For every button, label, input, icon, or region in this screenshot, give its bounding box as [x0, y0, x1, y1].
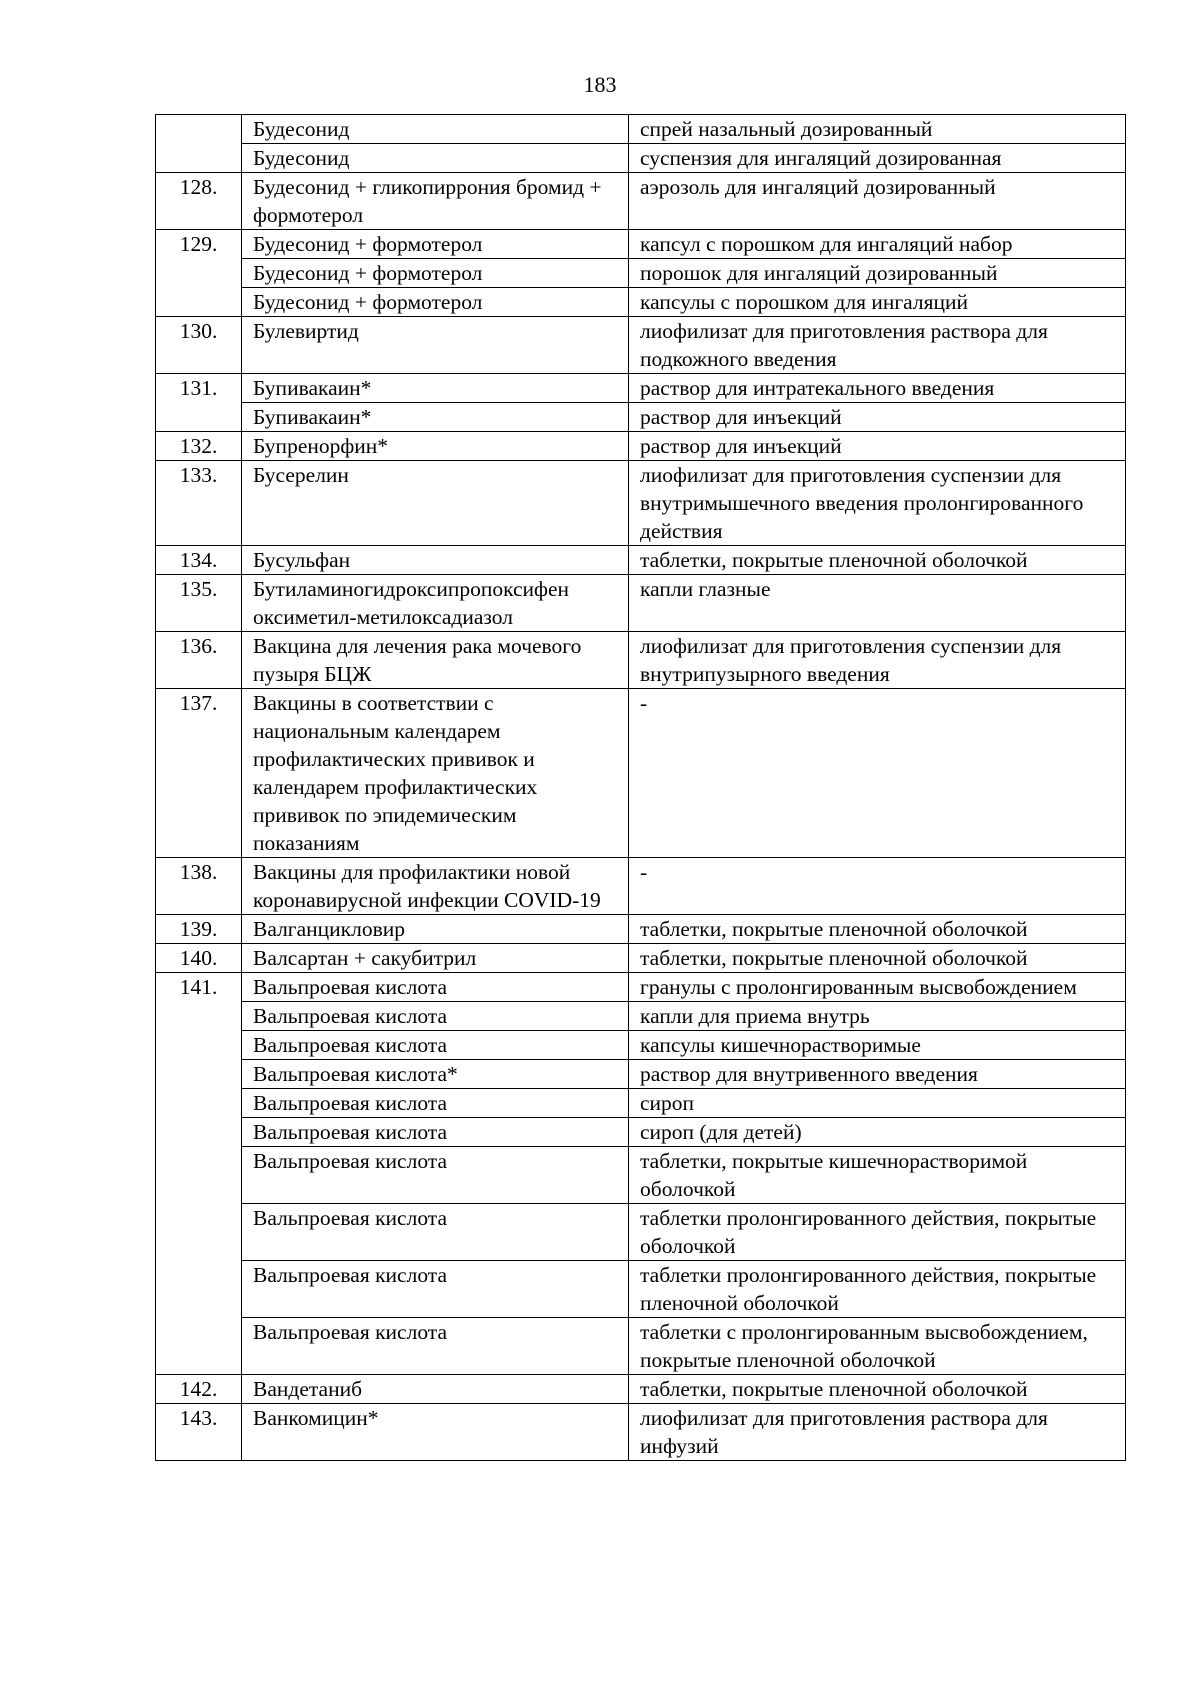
drug-name: Будесонид + гликопиррония бромид + формотерол [242, 173, 629, 230]
table-row [156, 144, 1126, 173]
dosage-form: лиофилизат для приготовления суспензии для внутримышечного введения пролонгированного действия [629, 461, 1126, 546]
drug-name: Вальпроевая кислота [242, 1204, 629, 1261]
dosage-form: таблетки пролонгированного действия, покрытые оболочкой [629, 1204, 1126, 1261]
dosage-form: спрей назальный дозированный [629, 115, 1126, 144]
drug-name: Бупивакаин* [242, 403, 629, 432]
row-number: 140. [156, 944, 242, 973]
dosage-form: раствор для внутривенного введения [629, 1060, 1126, 1089]
table-row [156, 374, 1126, 403]
table-row [156, 432, 1126, 461]
dosage-form: таблетки, покрытые пленочной оболочкой [629, 944, 1126, 973]
table-row [156, 944, 1126, 973]
table-row [156, 575, 1126, 632]
dosage-form: лиофилизат для приготовления раствора для подкожного введения [629, 317, 1126, 374]
row-number: 132. [156, 432, 242, 461]
table-row [156, 1060, 1126, 1089]
row-number: 135. [156, 575, 242, 632]
drug-name: Вакцина для лечения рака мочевого пузыря БЦЖ [242, 632, 629, 689]
table-row [156, 1118, 1126, 1147]
dosage-form: таблетки пролонгированного действия, покрытые пленочной оболочкой [629, 1261, 1126, 1318]
table-row [156, 403, 1126, 432]
drug-name: Вандетаниб [242, 1375, 629, 1404]
drug-name: Вальпроевая кислота* [242, 1060, 629, 1089]
table-row [156, 632, 1126, 689]
drug-name: Будесонид [242, 115, 629, 144]
dosage-form: капсулы кишечнорастворимые [629, 1031, 1126, 1060]
row-number: 136. [156, 632, 242, 689]
dosage-form: таблетки, покрытые кишечнорастворимой оболочкой [629, 1147, 1126, 1204]
drug-name: Вакцины в соответствии с национальным календарем профилактических прививок и календарем профилактических прививок по эпидемическим показаниям [242, 689, 629, 858]
drug-name: Валганцикловир [242, 915, 629, 944]
drug-name: Вальпроевая кислота [242, 1261, 629, 1318]
drug-name: Будесонид + формотерол [242, 259, 629, 288]
dosage-form: таблетки, покрытые пленочной оболочкой [629, 546, 1126, 575]
dosage-form: таблетки с пролонгированным высвобождением, покрытые пленочной оболочкой [629, 1318, 1126, 1375]
table-row [156, 1404, 1126, 1461]
table-row [156, 1261, 1126, 1318]
dosage-form: - [629, 689, 1126, 858]
drug-name: Вальпроевая кислота [242, 973, 629, 1002]
table-row [156, 1089, 1126, 1118]
dosage-form: порошок для ингаляций дозированный [629, 259, 1126, 288]
row-number: 130. [156, 317, 242, 374]
drug-name: Бупивакаин* [242, 374, 629, 403]
drug-name: Вальпроевая кислота [242, 1031, 629, 1060]
drug-name: Вальпроевая кислота [242, 1147, 629, 1204]
row-number: 141. [156, 973, 242, 1375]
drug-name: Вальпроевая кислота [242, 1318, 629, 1375]
row-number [156, 115, 242, 173]
row-number: 134. [156, 546, 242, 575]
page-number: 183 [583, 72, 617, 97]
drug-name: Вальпроевая кислота [242, 1002, 629, 1031]
dosage-form: капсулы с порошком для ингаляций [629, 288, 1126, 317]
drug-name: Будесонид + формотерол [242, 230, 629, 259]
dosage-form: раствор для интратекального введения [629, 374, 1126, 403]
drug-name: Бутиламиногидроксипропоксифен оксиметил-метилоксадиазол [242, 575, 629, 632]
drug-name: Бусерелин [242, 461, 629, 546]
dosage-form: сироп [629, 1089, 1126, 1118]
dosage-form: лиофилизат для приготовления раствора для инфузий [629, 1404, 1126, 1461]
dosage-form: аэрозоль для ингаляций дозированный [629, 173, 1126, 230]
table-row [156, 288, 1126, 317]
dosage-form: гранулы с пролонгированным высвобождением [629, 973, 1126, 1002]
dosage-form: капсул с порошком для ингаляций набор [629, 230, 1126, 259]
row-number: 142. [156, 1375, 242, 1404]
dosage-form: таблетки, покрытые пленочной оболочкой [629, 915, 1126, 944]
table-row [156, 1204, 1126, 1261]
row-number: 128. [156, 173, 242, 230]
table-row [156, 230, 1126, 259]
dosage-form: сироп (для детей) [629, 1118, 1126, 1147]
dosage-form: капли глазные [629, 575, 1126, 632]
dosage-form: суспензия для ингаляций дозированная [629, 144, 1126, 173]
dosage-form: раствор для инъекций [629, 403, 1126, 432]
table-row [156, 115, 1126, 144]
table-row [156, 1318, 1126, 1375]
drug-table [155, 114, 1126, 1461]
drug-name: Ванкомицин* [242, 1404, 629, 1461]
drug-name: Будесонид [242, 144, 629, 173]
table-row [156, 546, 1126, 575]
table-row [156, 1002, 1126, 1031]
drug-name: Вакцины для профилактики новой коронавирусной инфекции COVID-19 [242, 858, 629, 915]
table-row [156, 915, 1126, 944]
table-row [156, 317, 1126, 374]
dosage-form: раствор для инъекций [629, 432, 1126, 461]
row-number: 131. [156, 374, 242, 432]
drug-name: Валсартан + сакубитрил [242, 944, 629, 973]
table-row [156, 858, 1126, 915]
row-number: 143. [156, 1404, 242, 1461]
drug-name: Бупренорфин* [242, 432, 629, 461]
dosage-form: лиофилизат для приготовления суспензии для внутрипузырного введения [629, 632, 1126, 689]
drug-name: Булевиртид [242, 317, 629, 374]
table-row [156, 1375, 1126, 1404]
drug-name: Будесонид + формотерол [242, 288, 629, 317]
drug-name: Вальпроевая кислота [242, 1089, 629, 1118]
table-row [156, 461, 1126, 546]
table-row [156, 689, 1126, 858]
drug-name: Вальпроевая кислота [242, 1118, 629, 1147]
row-number: 138. [156, 858, 242, 915]
dosage-form: - [629, 858, 1126, 915]
table-row [156, 173, 1126, 230]
row-number: 133. [156, 461, 242, 546]
table-row [156, 973, 1126, 1002]
drug-name: Бусульфан [242, 546, 629, 575]
row-number: 129. [156, 230, 242, 317]
dosage-form: таблетки, покрытые пленочной оболочкой [629, 1375, 1126, 1404]
row-number: 137. [156, 689, 242, 858]
table-row [156, 1031, 1126, 1060]
table-row [156, 1147, 1126, 1204]
table-row [156, 259, 1126, 288]
row-number: 139. [156, 915, 242, 944]
dosage-form: капли для приема внутрь [629, 1002, 1126, 1031]
